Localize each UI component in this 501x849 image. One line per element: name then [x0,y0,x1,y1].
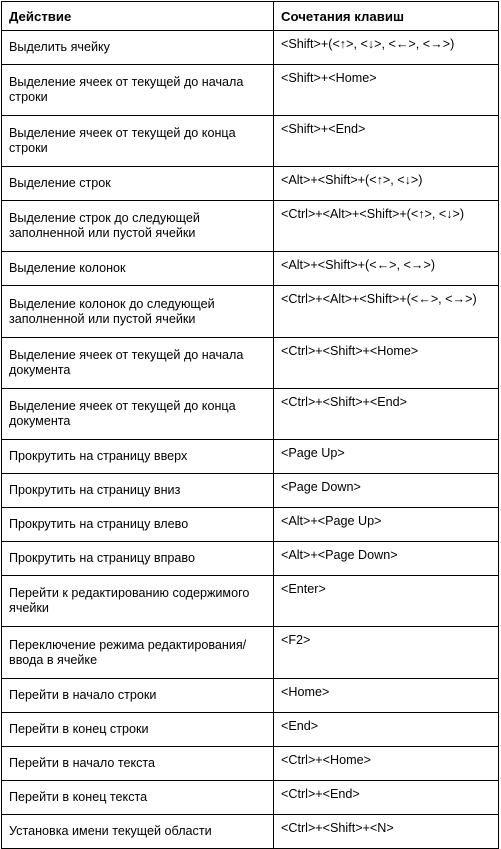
table-row [2,65,499,116]
table-row [2,286,499,338]
shortcut-cell: <Enter> [274,576,499,627]
shortcut-cell: <Ctrl>+<Shift>+<Home> [274,338,499,389]
action-cell: Перейти в начало строки [2,679,274,713]
action-cell: Выделение колонок до следующей заполненной или пустой ячейки [2,286,274,338]
table-row [2,31,499,65]
shortcut-cell: <Alt>+<Page Down> [274,542,499,576]
action-cell: Выделить ячейку [2,31,274,65]
action-cell: Выделение ячеек от текущей до начала строки [2,65,274,116]
table-row [2,747,499,781]
action-cell: Выделение ячеек от текущей до конца документа [2,389,274,440]
shortcut-cell: <Ctrl>+<Home> [274,747,499,781]
shortcut-cell: <Ctrl>+<Alt>+<Shift>+(<↑>, <↓>) [274,201,499,252]
shortcut-cell: <Alt>+<Page Up> [274,508,499,542]
table-row [2,781,499,815]
header-shortcut: Сочетания клавиш [274,2,499,31]
action-cell: Выделение ячеек от текущей до начала документа [2,338,274,389]
shortcut-cell: <Ctrl>+<End> [274,781,499,815]
table-row [2,252,499,286]
action-cell: Перейти в конец строки [2,713,274,747]
table-row [2,116,499,167]
table-header-row [2,2,499,31]
table-row [2,440,499,474]
action-cell: Выделение колонок [2,252,274,286]
table-row [2,201,499,252]
table-row [2,389,499,440]
action-cell: Выделение строк до следующей заполненной или пустой ячейки [2,201,274,252]
shortcut-cell: <Ctrl>+<Shift>+<N> [274,815,499,849]
shortcut-cell: <End> [274,713,499,747]
table-row [2,815,499,849]
table-row [2,167,499,201]
shortcut-cell: <Page Up> [274,440,499,474]
action-cell: Переключение режима редактирования/ввода в ячейке [2,627,274,679]
shortcut-cell: <Shift>+<End> [274,116,499,167]
action-cell: Выделение ячеек от текущей до конца строки [2,116,274,167]
action-cell: Выделение строк [2,167,274,201]
table-row [2,542,499,576]
shortcut-cell: <Alt>+<Shift>+(<↑>, <↓>) [274,167,499,201]
table-row [2,713,499,747]
table-row [2,338,499,389]
shortcut-cell: <Shift>+(<↑>, <↓>, <←>, <→>) [274,31,499,65]
action-cell: Прокрутить на страницу вниз [2,474,274,508]
shortcut-cell: <Ctrl>+<Shift>+<End> [274,389,499,440]
action-cell: Перейти к редактированию содержимого ячейки [2,576,274,627]
action-cell: Перейти в начало текста [2,747,274,781]
action-cell: Установка имени текущей области [2,815,274,849]
shortcut-cell: <Home> [274,679,499,713]
shortcut-cell: <Shift>+<Home> [274,65,499,116]
action-cell: Прокрутить на страницу вверх [2,440,274,474]
table-row [2,627,499,679]
shortcut-cell: <Alt>+<Shift>+(<←>, <→>) [274,252,499,286]
table-row [2,576,499,627]
action-cell: Прокрутить на страницу влево [2,508,274,542]
action-cell: Прокрутить на страницу вправо [2,542,274,576]
header-action: Действие [2,2,274,31]
table-row [2,508,499,542]
shortcut-cell: <Page Down> [274,474,499,508]
action-cell: Перейти в конец текста [2,781,274,815]
shortcut-cell: <Ctrl>+<Alt>+<Shift>+(<←>, <→>) [274,286,499,338]
table-row [2,679,499,713]
shortcut-cell: <F2> [274,627,499,679]
table-row [2,474,499,508]
shortcuts-table-wrapper [1,1,499,849]
keyboard-shortcuts-table [1,1,499,849]
